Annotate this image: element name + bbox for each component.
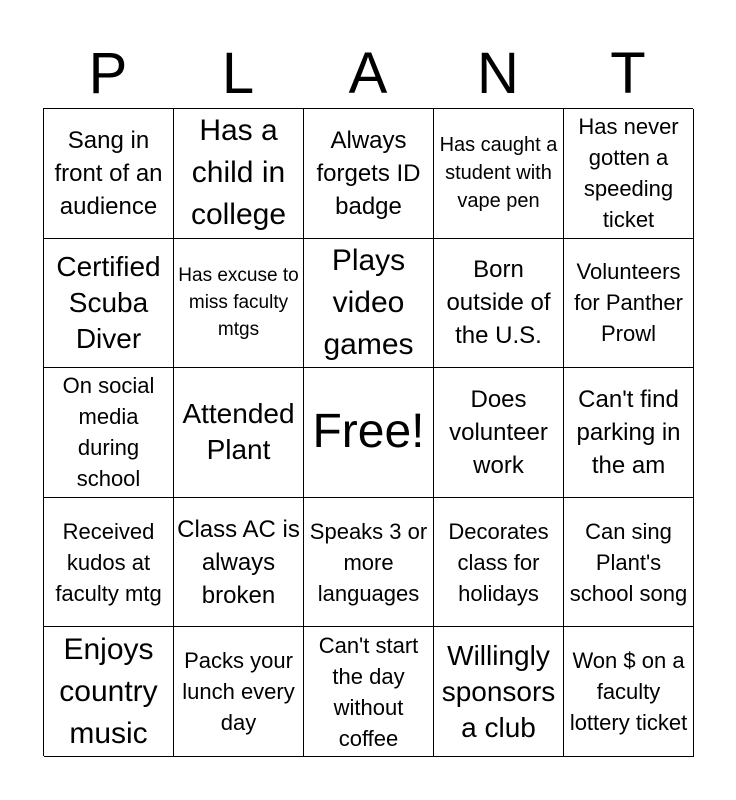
cell-text: Speaks 3 or more languages	[309, 518, 428, 606]
free-space-text: Free!	[312, 405, 425, 459]
bingo-cell[interactable]	[44, 498, 174, 628]
bingo-board	[43, 108, 693, 756]
cell-text: Decorates class for holidays	[448, 518, 549, 606]
bingo-cell[interactable]	[304, 627, 434, 757]
cell-text: Sang in front of an audience	[54, 126, 163, 220]
bingo-cell[interactable]	[304, 498, 434, 628]
bingo-cell[interactable]	[564, 368, 694, 498]
bingo-cell[interactable]	[174, 627, 304, 757]
bingo-cell[interactable]	[434, 627, 564, 757]
bingo-cell[interactable]	[434, 498, 564, 628]
cell-text: Volunteers for Panther Prowl	[574, 259, 683, 347]
cell-text: Has caught a student with vape pen	[439, 134, 558, 213]
bingo-cell[interactable]	[174, 498, 304, 628]
cell-text: Certified Scuba Diver	[56, 250, 161, 354]
bingo-cell[interactable]	[564, 498, 694, 628]
cell-text: Plays video games	[323, 243, 414, 361]
bingo-cell[interactable]	[44, 239, 174, 369]
cell-text: Can sing Plant's school song	[569, 518, 688, 606]
cell-text: Always forgets ID badge	[316, 126, 421, 220]
cell-text: Can't start the day without coffee	[318, 632, 419, 751]
cell-text: Has excuse to miss faculty mtgs	[178, 265, 299, 341]
bingo-cell[interactable]	[304, 109, 434, 239]
cell-text: On social media during school	[62, 373, 155, 492]
bingo-header	[43, 40, 693, 108]
header-letter-n: N	[477, 41, 519, 106]
header-letter-p: P	[88, 41, 128, 106]
cell-text: Enjoys country music	[59, 632, 158, 750]
bingo-cell[interactable]	[434, 368, 564, 498]
bingo-cell[interactable]	[44, 109, 174, 239]
bingo-cell[interactable]	[174, 109, 304, 239]
cell-text: Does volunteer work	[449, 385, 548, 479]
cell-text: Class AC is always broken	[177, 515, 300, 609]
cell-text: Can't find parking in the am	[576, 385, 681, 479]
cell-text: Attended Plant	[182, 398, 295, 466]
cell-text: Has a child in college	[190, 114, 287, 232]
bingo-cell[interactable]	[434, 239, 564, 369]
bingo-cell[interactable]	[434, 109, 564, 239]
header-letter-l: L	[221, 41, 255, 106]
bingo-cell[interactable]	[174, 239, 304, 369]
bingo-cell[interactable]	[44, 368, 174, 498]
bingo-cell[interactable]	[564, 239, 694, 369]
bingo-cell[interactable]	[304, 239, 434, 369]
bingo-cell[interactable]	[44, 627, 174, 757]
cell-text: Won $ on a faculty lottery ticket	[569, 648, 688, 736]
bingo-cell[interactable]	[564, 627, 694, 757]
bingo-cell[interactable]	[564, 109, 694, 239]
cell-text: Packs your lunch every day	[182, 648, 295, 736]
header-letter-a: A	[348, 41, 388, 106]
free-space-cell[interactable]	[304, 368, 434, 498]
cell-text: Received kudos at faculty mtg	[55, 518, 162, 606]
bingo-cell[interactable]	[174, 368, 304, 498]
cell-text: Willingly sponsors a club	[441, 639, 556, 743]
header-letter-t: T	[610, 41, 646, 106]
cell-text: Born outside of the U.S.	[446, 256, 551, 350]
cell-text: Has never gotten a speeding ticket	[578, 114, 679, 233]
